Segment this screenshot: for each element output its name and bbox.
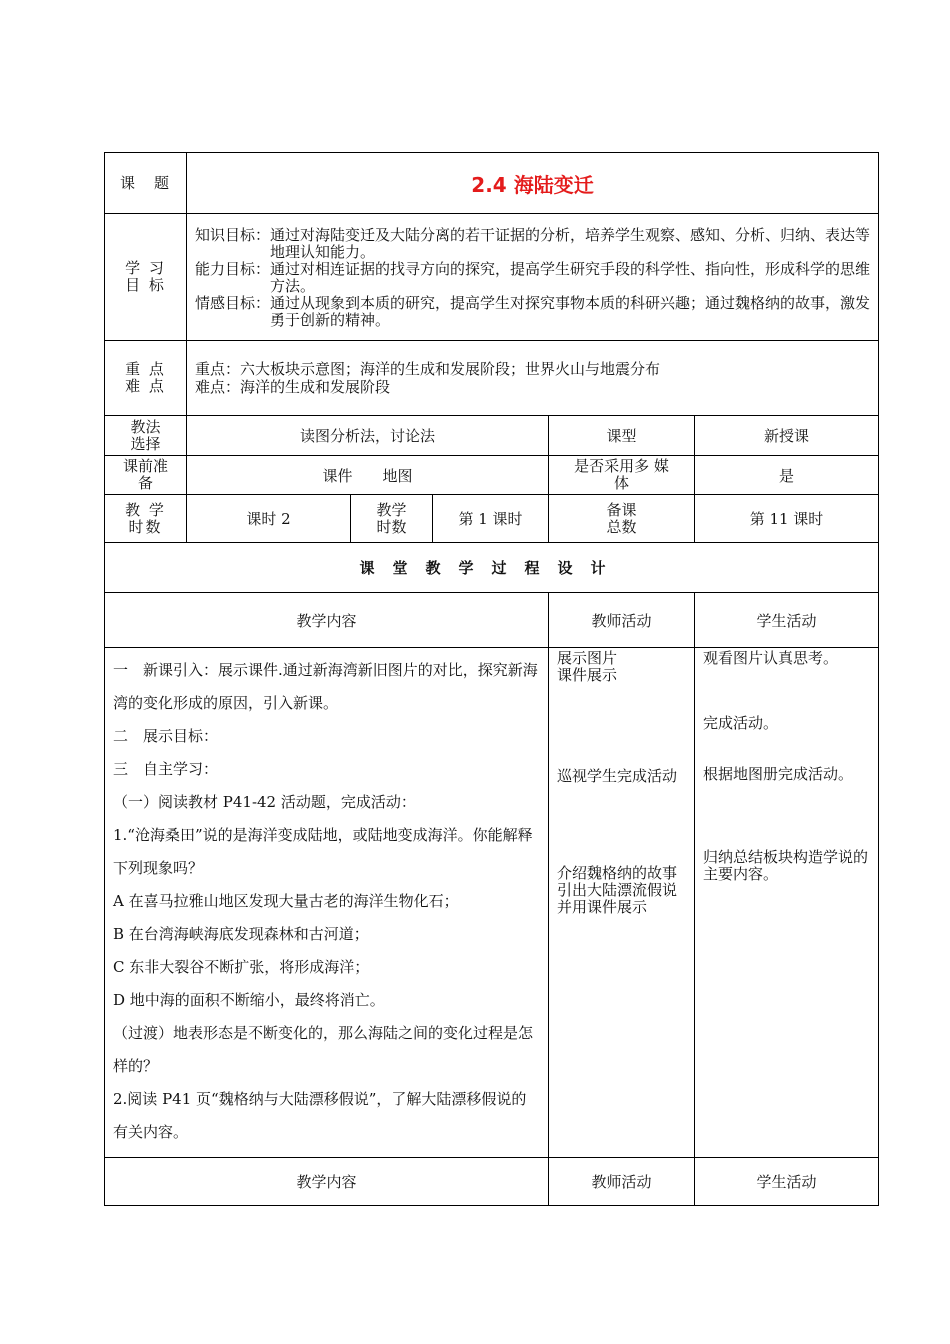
student-activity-4: 归纳总结板块构造学说的主要内容。 <box>703 848 869 883</box>
student-activity-3: 根据地图册完成活动。 <box>703 765 854 783</box>
content-line: （过渡）地表形态是不断变化的，那么海陆之间的变化过程是怎样的？ <box>113 1024 534 1075</box>
hours-label-line1: 教 学 <box>125 500 166 519</box>
col-teacher-header: 教师活动 <box>549 593 695 648</box>
key-point-text: 重点：六大板块示意图；海洋的生成和发展阶段；世界火山与地震分布 <box>195 360 661 378</box>
current-period-value: 第 1 课时 <box>433 495 549 543</box>
topic-label: 课 题 <box>105 153 187 214</box>
teacher-activity <box>549 648 695 1158</box>
method-row <box>105 416 879 456</box>
method-label-line2: 选择 <box>130 434 161 453</box>
footer-student-header: 学生活动 <box>695 1158 879 1206</box>
teacher-activity-1b: 课件展示 <box>557 666 618 684</box>
ability-goal-text: 通过对相连证据的找寻方向的探究，提高学生研究手段的科学性、指向性，形成科学的思维方法。 <box>270 260 871 295</box>
emotion-goal-text: 通过从现象到本质的研究，提高学生对探究事物本质的科研兴趣；通过魏格纳的故事，激发勇于创新的精神。 <box>270 294 871 329</box>
student-activity-1: 观看图片认真思考。 <box>703 649 839 667</box>
goals-content <box>187 214 879 341</box>
difficult-point-text: 难点：海洋的生成和发展阶段 <box>195 378 391 396</box>
keypoints-label-line2: 难 点 <box>125 377 166 395</box>
keypoints-row <box>105 341 879 416</box>
teaching-content <box>105 648 549 1158</box>
method-label <box>105 416 187 456</box>
process-body-row <box>105 648 879 1158</box>
hours-label-2 <box>351 495 433 543</box>
keypoints-label <box>105 341 187 416</box>
ability-goal <box>195 261 870 295</box>
hours-label <box>105 495 187 543</box>
prep-row <box>105 456 879 495</box>
total-prep-label-line1: 备课 <box>606 500 637 519</box>
content-line: D 地中海的面积不断缩小，最终将消亡。 <box>113 991 385 1009</box>
prep-label-line2: 备 <box>137 474 153 492</box>
goals-label-line1: 学 习 <box>125 259 166 277</box>
student-activity-2: 完成活动。 <box>703 714 779 732</box>
knowledge-goal-head: 知识目标： <box>195 226 271 244</box>
prep-value: 课件 地图 <box>187 456 549 495</box>
page-title: 2.4 海陆变迁 <box>187 153 879 214</box>
goals-row <box>105 214 879 341</box>
hours-label-2-line1: 教学 <box>376 500 407 519</box>
ability-goal-head: 能力目标： <box>195 260 271 278</box>
lesson-type-label: 课型 <box>549 416 695 456</box>
goals-label-line2: 目 标 <box>125 276 166 294</box>
content-line: 三 自主学习： <box>113 760 219 778</box>
total-prep-value: 第 11 课时 <box>695 495 879 543</box>
media-label <box>549 456 695 495</box>
col-content-header: 教学内容 <box>105 593 549 648</box>
hours-row <box>105 495 879 543</box>
hours-label-2-line2: 时数 <box>376 517 407 536</box>
footer-content-header: 教学内容 <box>105 1158 549 1206</box>
media-value: 是 <box>695 456 879 495</box>
prep-label-line1: 课前准 <box>122 457 168 475</box>
lesson-plan-table <box>104 152 879 1206</box>
student-activity <box>695 648 879 1158</box>
teacher-activity-1a: 展示图片 <box>557 649 618 667</box>
knowledge-goal-text: 通过对海陆变迁及大陆分离的若干证据的分析，培养学生观察、感知、分析、归纳、表达等地理认知能力。 <box>270 226 871 261</box>
content-line: 2.阅读 P41 页“魏格纳与大陆漂移假说”，了解大陆漂移假说的有关内容。 <box>113 1090 527 1141</box>
method-value: 读图分析法，讨论法 <box>187 416 549 456</box>
hours-label-line2: 时数 <box>128 517 163 536</box>
goals-label <box>105 214 187 341</box>
content-line: （一）阅读教材 P41-42 活动题，完成活动： <box>113 793 416 811</box>
content-line: 1.“沧海桑田”说的是海洋变成陆地，或陆地变成海洋。你能解释下列现象吗？ <box>113 826 533 877</box>
hours-value: 课时 2 <box>187 495 351 543</box>
media-label-line2: 体 <box>613 474 629 492</box>
content-line: A 在喜马拉雅山地区发现大量古老的海洋生物化石； <box>113 892 459 910</box>
teacher-activity-3: 介绍魏格纳的故事引出大陆漂流假说并用课件展示 <box>557 864 678 916</box>
col-student-header: 学生活动 <box>695 593 879 648</box>
total-prep-label <box>549 495 695 543</box>
keypoints-label-line1: 重 点 <box>125 360 166 378</box>
media-label-line1: 是否采用多 媒 <box>574 457 669 475</box>
content-line: B 在台湾海峡海底发现森林和古河道； <box>113 925 369 943</box>
teacher-activity-2: 巡视学生完成活动 <box>557 767 678 785</box>
total-prep-label-line2: 总数 <box>606 517 637 536</box>
content-line: 一 新课引入：展示课件.通过新海湾新旧图片的对比，探究新海湾的变化形成的原因，引入新课。 <box>113 661 538 712</box>
knowledge-goal <box>195 227 870 261</box>
prep-label <box>105 456 187 495</box>
process-header-row <box>105 593 879 648</box>
keypoints-content <box>187 341 879 416</box>
content-line: C 东非大裂谷不断扩张，将形成海洋； <box>113 958 370 976</box>
emotion-goal <box>195 295 870 329</box>
lesson-type-value: 新授课 <box>695 416 879 456</box>
process-footer-row <box>105 1158 879 1206</box>
topic-row <box>105 153 879 214</box>
section-row <box>105 543 879 593</box>
footer-teacher-header: 教师活动 <box>549 1158 695 1206</box>
section-title: 课堂教学过程设计 <box>105 543 879 593</box>
content-line: 二 展示目标： <box>113 727 219 745</box>
emotion-goal-head: 情感目标： <box>195 294 271 312</box>
method-label-line1: 教法 <box>130 417 161 436</box>
